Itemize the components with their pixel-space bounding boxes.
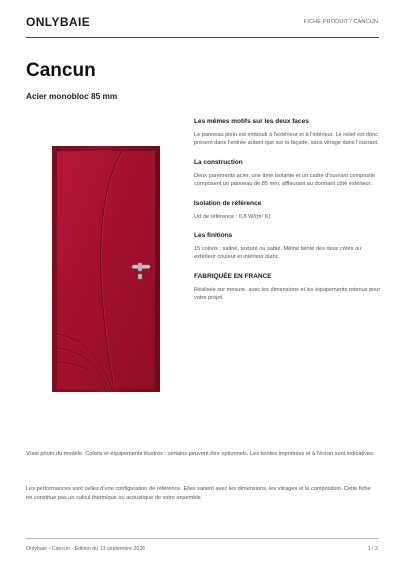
header-divider bbox=[26, 37, 379, 38]
door-lock bbox=[138, 274, 142, 279]
feature-section bbox=[194, 232, 382, 262]
breadcrumb: FICHE PRODUIT / CANCUN bbox=[303, 19, 378, 25]
section-heading: Les mêmes motifs sur les deux faces bbox=[194, 118, 309, 125]
section-text: 15 coloris : satiné, texturé ou sablé. Même teinte des deux côtés ou extérieur couleur et intérieur blanc. bbox=[194, 245, 362, 261]
page-number: 1 / 2 bbox=[367, 546, 378, 552]
footer-divider bbox=[26, 538, 379, 539]
section-text: Réalisée sur mesure, avec les dimensions et les équipements retenus pour votre projet. bbox=[194, 286, 381, 302]
feature-section bbox=[194, 159, 382, 189]
feature-section bbox=[194, 273, 382, 303]
photo-disclaimer: Vraie photo du modèle. Coloris et équipements illustrés : certains peuvent être optionnels. Les teintes imprimées et à l'écran sont indicatives. bbox=[26, 451, 375, 457]
section-heading: La construction bbox=[194, 158, 243, 166]
feature-section bbox=[194, 118, 382, 148]
footer-edition: Onlybaie - Cancun - Édition du 13 septembre 2026 bbox=[26, 546, 146, 552]
section-heading: FABRIQUÉE EN FRANCE bbox=[194, 272, 272, 280]
section-text: Le panneau plein est embouti à l'extérieur et à l'intérieur. Le relief est donc présent dans l'entrée autant que sur la façade, sans vitrage dans l'ouvrant. bbox=[194, 132, 379, 147]
section-text: Deux parements acier, une âme isolante et un cadre d'ouvrant composite composent un panneau de 85 mm, affleurant au dormant côté extérieur. bbox=[194, 172, 376, 188]
brand-logo: ONLYBAIE bbox=[26, 15, 91, 29]
performance-disclaimer: Les performances sont celles d'une configuration de référence. Elles varient avec les dimensions, les vitrages et la composition. Cette fiche ne constitue pas un calcul thermique ou acoustique de votre ensemble. bbox=[26, 486, 371, 501]
feature-sections bbox=[194, 118, 382, 314]
page-subtitle: Acier monobloc 85 mm bbox=[26, 91, 118, 101]
section-text: Ud de référence : 0,8 W/(m² K). bbox=[194, 213, 273, 220]
page-title: Cancun bbox=[26, 60, 96, 81]
section-heading: Isolation de référence bbox=[194, 199, 262, 207]
feature-section bbox=[194, 200, 382, 221]
section-heading: Les finitions bbox=[194, 231, 233, 239]
door-image bbox=[52, 146, 160, 392]
door-handle-rose bbox=[138, 263, 142, 271]
